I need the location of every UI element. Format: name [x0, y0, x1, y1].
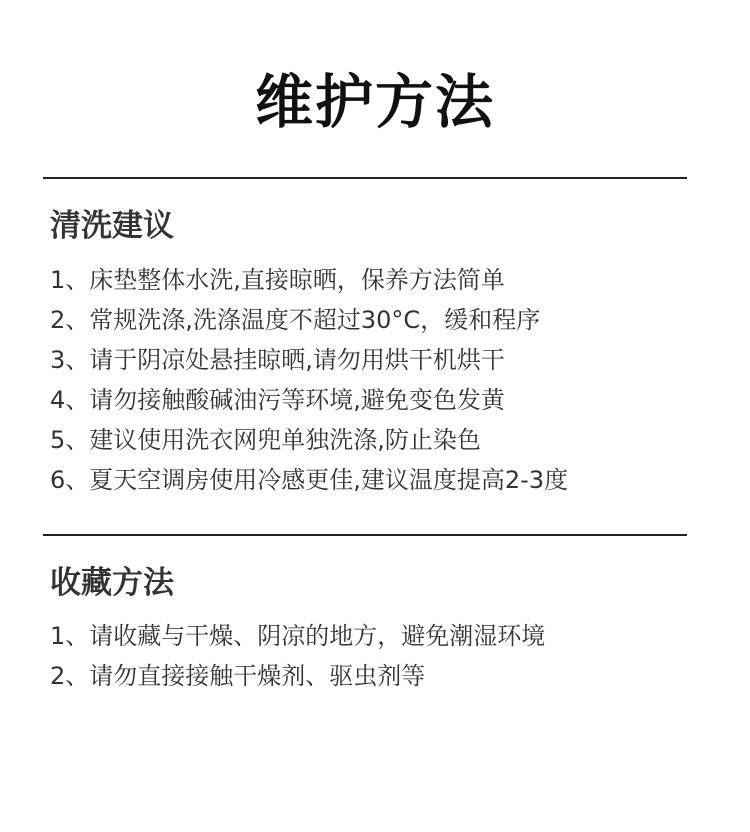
cleaning-item-6: 6、夏天空调房使用冷感更佳,建议温度提高2-3度 [50, 466, 569, 494]
storage-heading: 收藏方法 [50, 565, 174, 601]
cleaning-heading: 清洗建议 [50, 208, 174, 244]
storage-item-2: 2、请勿直接接触干燥剂、驱虫剂等 [50, 662, 426, 690]
divider-middle [43, 534, 687, 536]
storage-item-1: 1、请收藏与干燥、阴凉的地方，避免潮湿环境 [50, 622, 546, 650]
page-title: 维护方法 [254, 68, 495, 136]
divider-top [43, 177, 687, 179]
cleaning-list [50, 260, 710, 500]
cleaning-item-3: 3、请于阴凉处悬挂晾晒,请勿用烘干机烘干 [50, 346, 505, 374]
cleaning-item-2: 2、常规洗涤,洗涤温度不超过30°C，缓和程序 [50, 306, 541, 334]
cleaning-item-1: 1、床垫整体水洗,直接晾晒，保养方法简单 [50, 266, 505, 294]
cleaning-item-4: 4、请勿接触酸碱油污等环境,避免变色发黄 [50, 386, 505, 414]
cleaning-item-5: 5、建议使用洗衣网兜单独洗涤,防止染色 [50, 426, 481, 454]
storage-list [50, 616, 710, 696]
